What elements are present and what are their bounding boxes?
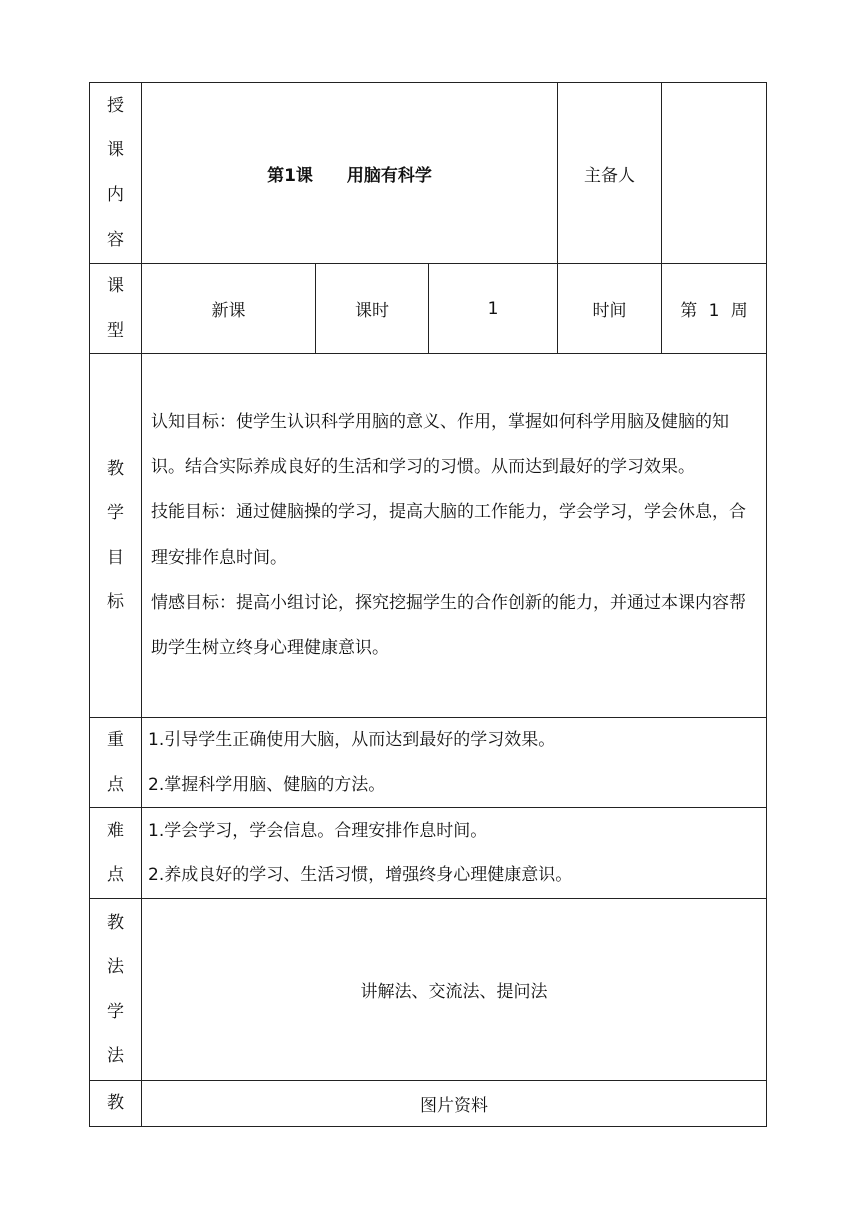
lesson-number: 第1课 xyxy=(267,165,313,186)
row-key-points xyxy=(90,718,767,808)
lesson-plan-table xyxy=(89,82,767,1127)
label-teaching-goals xyxy=(90,354,142,718)
key-point-item: 1.引导学生正确使用大脑，从而达到最好的学习效果。 xyxy=(148,730,556,751)
difficult-points-content xyxy=(142,808,767,899)
preparer-label: 主备人 xyxy=(558,83,662,264)
time-value: 第 1 周 xyxy=(662,264,767,354)
skill-goal: 技能目标：通过健脑操的学习，提高大脑的工作能力，学会学习，学会休息，合理安排作息时间。 xyxy=(151,502,746,568)
row-materials xyxy=(90,1081,767,1127)
label-char: 内 xyxy=(107,185,124,205)
difficult-point-item: 2.养成良好的学习、生活习惯，增强终身心理健康意识。 xyxy=(148,865,573,886)
label-char: 教 xyxy=(107,1093,124,1114)
label-char: 法 xyxy=(107,957,124,978)
label-lesson-type xyxy=(90,264,142,354)
emotional-goal: 情感目标：提高小组讨论，探究挖掘学生的合作创新的能力，并通过本课内容帮助学生树立终身心理健康意识。 xyxy=(151,592,746,659)
row-methods xyxy=(90,899,767,1081)
row-difficult-points xyxy=(90,808,767,899)
label-char: 教 xyxy=(107,912,124,933)
label-char: 容 xyxy=(107,229,124,250)
preparer-value xyxy=(662,83,767,264)
label-char: 目 xyxy=(107,547,124,568)
time-label: 时间 xyxy=(558,264,662,354)
label-key-points xyxy=(90,718,142,808)
lesson-title-cell xyxy=(142,83,558,264)
lesson-title: 用脑有科学 xyxy=(346,165,432,186)
key-point-item: 2.掌握科学用脑、健脑的方法。 xyxy=(148,774,386,795)
row-course xyxy=(90,83,767,264)
label-char: 学 xyxy=(107,1001,124,1022)
row-goals xyxy=(90,354,767,718)
label-char: 法 xyxy=(107,1046,124,1067)
label-char: 难 xyxy=(107,820,124,841)
label-char: 课 xyxy=(107,140,124,161)
label-course-content xyxy=(90,83,142,264)
label-char: 课 xyxy=(107,276,124,296)
cognitive-goal: 认知目标：使学生认识科学用脑的意义、作用，掌握如何科学用脑及健脑的知识。结合实际养成良好的生活和学习的习惯。从而达到最好的学习效果。 xyxy=(151,412,729,478)
label-char: 标 xyxy=(107,592,124,613)
row-type xyxy=(90,264,767,354)
label-char: 学 xyxy=(107,503,124,524)
label-difficult-points xyxy=(90,808,142,899)
label-char: 型 xyxy=(107,320,124,341)
label-char: 点 xyxy=(107,774,124,795)
label-char: 教 xyxy=(107,458,124,479)
hours-value: 1 xyxy=(429,264,558,354)
lesson-type-value: 新课 xyxy=(142,264,316,354)
label-methods xyxy=(90,899,142,1081)
difficult-point-item: 1.学会学习，学会信息。合理安排作息时间。 xyxy=(148,820,488,841)
label-char: 重 xyxy=(107,730,124,751)
hours-label: 课时 xyxy=(316,264,429,354)
materials-value: 图片资料 xyxy=(142,1081,767,1127)
label-char: 点 xyxy=(107,865,124,886)
methods-value: 讲解法、交流法、提问法 xyxy=(142,899,767,1081)
label-materials xyxy=(90,1081,142,1127)
goals-content xyxy=(142,354,767,718)
key-points-content xyxy=(142,718,767,808)
label-char: 授 xyxy=(107,95,124,116)
